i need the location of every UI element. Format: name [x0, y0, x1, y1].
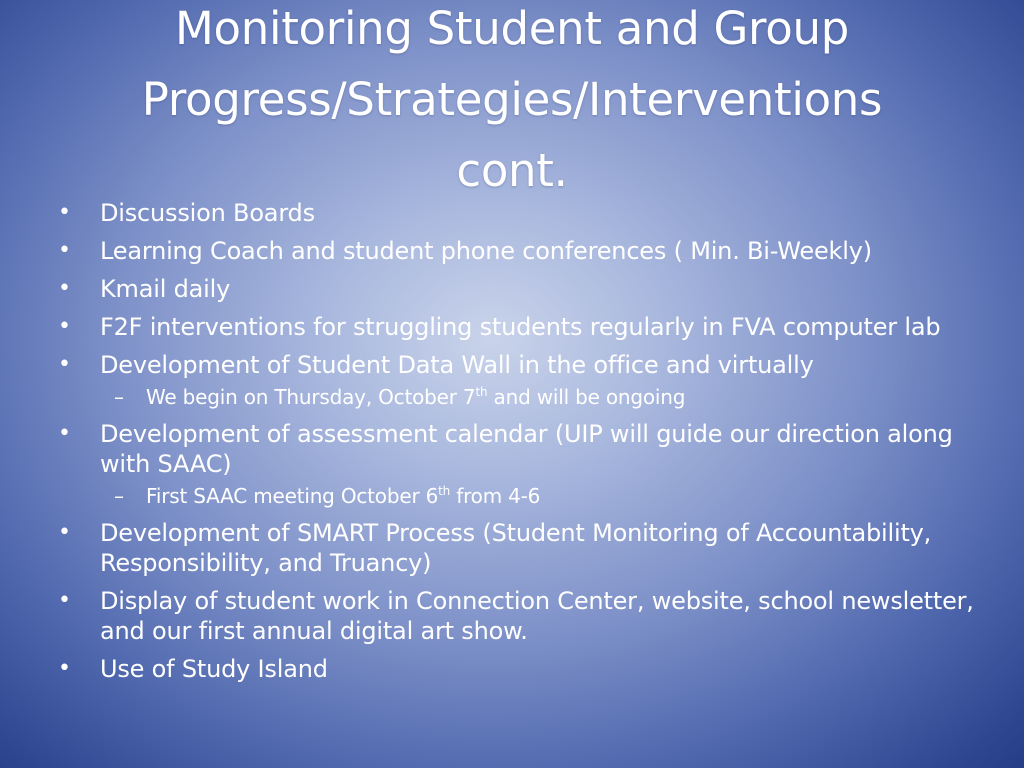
dash-icon: –	[114, 484, 124, 508]
bullet-item-study-island	[57, 654, 977, 684]
bullet-icon: •	[58, 520, 71, 545]
bullet-icon: •	[58, 588, 71, 613]
bullet-icon: •	[58, 656, 71, 681]
bullet-icon: •	[58, 421, 71, 446]
bullet-item-discussion-boards	[57, 198, 977, 228]
bullet-item-student-work-display	[57, 586, 977, 646]
bullet-text: Discussion Boards	[100, 199, 315, 227]
bullet-item-assessment-calendar	[57, 419, 977, 510]
bullet-item-data-wall	[57, 350, 977, 411]
bullet-item-smart-process	[57, 518, 977, 578]
sub-text-after: and will be ongoing	[487, 385, 686, 409]
ordinal-suffix: th	[438, 484, 451, 498]
bullet-item-f2f-interventions	[57, 312, 977, 342]
bullet-text: Learning Coach and student phone conferences ( Min. Bi-Weekly)	[100, 237, 872, 265]
bullet-text: Display of student work in Connection Center, website, school newsletter, and our first annual digital art show.	[100, 587, 974, 645]
bullet-icon: •	[58, 352, 71, 377]
sub-text-after: from 4-6	[450, 484, 541, 508]
sub-text	[146, 385, 685, 409]
bullet-text: Development of assessment calendar (UIP will guide our direction along with SAAC)	[100, 420, 953, 478]
bullet-item-kmail	[57, 274, 977, 304]
slide-title	[60, 0, 964, 206]
bullet-text: Use of Study Island	[100, 655, 328, 683]
sub-list	[100, 383, 977, 411]
bullet-text: Development of SMART Process (Student Monitoring of Accountability, Responsibility, and Truancy)	[100, 519, 932, 577]
bullet-text: F2F interventions for struggling students regularly in FVA computer lab	[100, 313, 941, 341]
sub-item-saac-meeting	[102, 482, 977, 510]
bullet-icon: •	[58, 314, 71, 339]
bullet-icon: •	[58, 238, 71, 263]
ordinal-suffix: th	[475, 385, 488, 399]
title-line-1: Monitoring Student and Group	[175, 2, 849, 55]
sub-text	[146, 484, 540, 508]
sub-text-before: First SAAC meeting October 6	[146, 484, 439, 508]
sub-item-data-wall-start	[102, 383, 977, 411]
sub-text-before: We begin on Thursday, October 7	[146, 385, 476, 409]
bullet-item-phone-conferences	[57, 236, 977, 266]
title-line-3: cont.	[456, 144, 568, 197]
sub-list	[100, 482, 977, 510]
bullet-list	[57, 198, 977, 692]
bullet-text: Kmail daily	[100, 275, 231, 303]
bullet-icon: •	[58, 200, 71, 225]
bullet-text: Development of Student Data Wall in the office and virtually	[100, 351, 814, 379]
dash-icon: –	[114, 385, 124, 409]
title-line-2: Progress/Strategies/Interventions	[141, 73, 883, 126]
bullet-icon: •	[58, 276, 71, 301]
